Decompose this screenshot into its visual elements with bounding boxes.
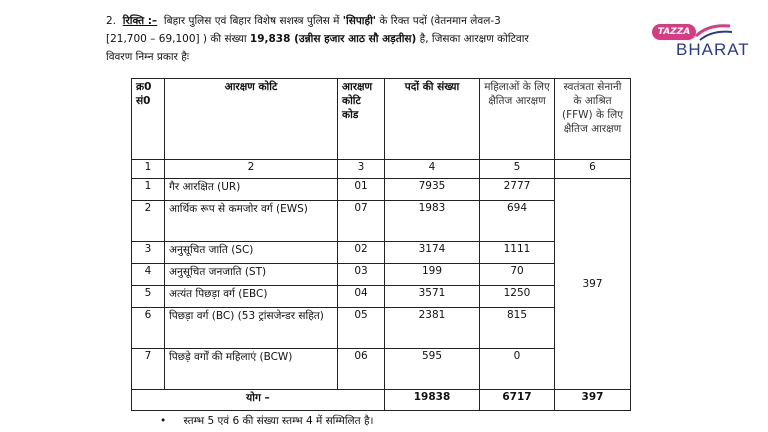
cell-code: 03 [338, 264, 385, 286]
cell-code: 06 [338, 349, 385, 390]
intro-line-1 [106, 12, 666, 30]
col-num: 5 [480, 160, 555, 179]
col-num: 3 [338, 160, 385, 179]
cell-sno: 3 [132, 242, 165, 264]
cell-women: 815 [480, 308, 555, 349]
intro-text-a: बिहार पुलिस एवं बिहार विशेष सशस्त्र पुलिस में [163, 15, 340, 27]
cell-sno: 5 [132, 286, 165, 308]
section-heading: रिक्ति :– [122, 15, 158, 27]
tazza-bharat-logo [648, 18, 750, 59]
cell-women: 694 [480, 201, 555, 242]
cell-code: 02 [338, 242, 385, 264]
cell-posts: 3571 [385, 286, 480, 308]
cell-category: गैर आरक्षित (UR) [165, 179, 338, 201]
cell-code: 05 [338, 308, 385, 349]
cell-category: आर्थिक रूप से कमजोर वर्ग (EWS) [165, 201, 338, 242]
cell-ffw-merged: 397 [555, 179, 631, 390]
cell-category: अत्यंत पिछड़ा वर्ग (EBC) [165, 286, 338, 308]
cell-posts: 7935 [385, 179, 480, 201]
cell-category: पिछड़े वर्गों की महिलाएं (BCW) [165, 349, 338, 390]
cell-sno: 2 [132, 201, 165, 242]
cell-posts: 2381 [385, 308, 480, 349]
cell-women: 1111 [480, 242, 555, 264]
footnote-text: स्तम्भ 5 एवं 6 की संख्या स्तम्भ 4 में सम्मिलित है। [183, 415, 374, 427]
item-number: 2. [106, 15, 117, 27]
cell-women: 2777 [480, 179, 555, 201]
cell-women: 1250 [480, 286, 555, 308]
total-ffw: 397 [555, 390, 631, 411]
header-posts: पदों की संख्या [385, 79, 480, 160]
total-posts-text: 19,838 (उन्नीस हजार आठ सौ अड़तीस) [249, 33, 417, 45]
cell-sno: 1 [132, 179, 165, 201]
cell-sno: 7 [132, 349, 165, 390]
intro-text-b: के रिक्त पदों (वेतनमान लेवल-3 [379, 15, 501, 27]
cell-sno: 6 [132, 308, 165, 349]
cell-category: अनुसूचित जनजाति (ST) [165, 264, 338, 286]
intro-line-3: विवरण निम्न प्रकार हैः [106, 51, 189, 63]
header-code: आरक्षण कोटि कोड [338, 79, 385, 160]
cell-women: 0 [480, 349, 555, 390]
cell-code: 07 [338, 201, 385, 242]
col-num: 6 [555, 160, 631, 179]
intro-paragraph [106, 12, 666, 66]
cell-women: 70 [480, 264, 555, 286]
header-category: आरक्षण कोटि [165, 79, 338, 160]
header-women: महिलाओं के लिए क्षैतिज आरक्षण [480, 79, 555, 160]
logo-pill: TAZZA [652, 24, 696, 40]
col-num: 1 [132, 160, 165, 179]
col-num: 4 [385, 160, 480, 179]
cell-category: अनुसूचित जाति (SC) [165, 242, 338, 264]
total-row [132, 390, 631, 411]
logo-brand-text: BHARAT [676, 40, 750, 59]
cell-posts: 1983 [385, 201, 480, 242]
total-posts: 19838 [385, 390, 480, 411]
logo-swoosh-icon [694, 22, 734, 42]
header-sno: क्र0 सं0 [132, 79, 165, 160]
total-label: योग – [132, 390, 385, 411]
table-row [132, 179, 631, 201]
header-row [132, 79, 631, 160]
cell-code: 04 [338, 286, 385, 308]
header-ffw: स्वतंत्रता सेनानी के आश्रित (FFW) के लिए क्षैतिज आरक्षण [555, 79, 631, 160]
reservation-table [131, 78, 631, 411]
cell-posts: 199 [385, 264, 480, 286]
col-num: 2 [165, 160, 338, 179]
cell-posts: 3174 [385, 242, 480, 264]
post-name: 'सिपाही' [342, 15, 377, 27]
intro-line-2 [106, 30, 666, 48]
total-women: 6717 [480, 390, 555, 411]
footnote [160, 414, 374, 428]
intro-text-c: [21,700 – 69,100] ) की संख्या [106, 33, 247, 45]
cell-code: 01 [338, 179, 385, 201]
bullet-icon: • [160, 415, 167, 427]
cell-category: पिछड़ा वर्ग (BC) (53 ट्रांसजेन्डर सहित) [165, 308, 338, 349]
intro-text-d: है, जिसका आरक्षण कोटिवार [419, 33, 529, 45]
cell-sno: 4 [132, 264, 165, 286]
column-number-row [132, 160, 631, 179]
cell-posts: 595 [385, 349, 480, 390]
